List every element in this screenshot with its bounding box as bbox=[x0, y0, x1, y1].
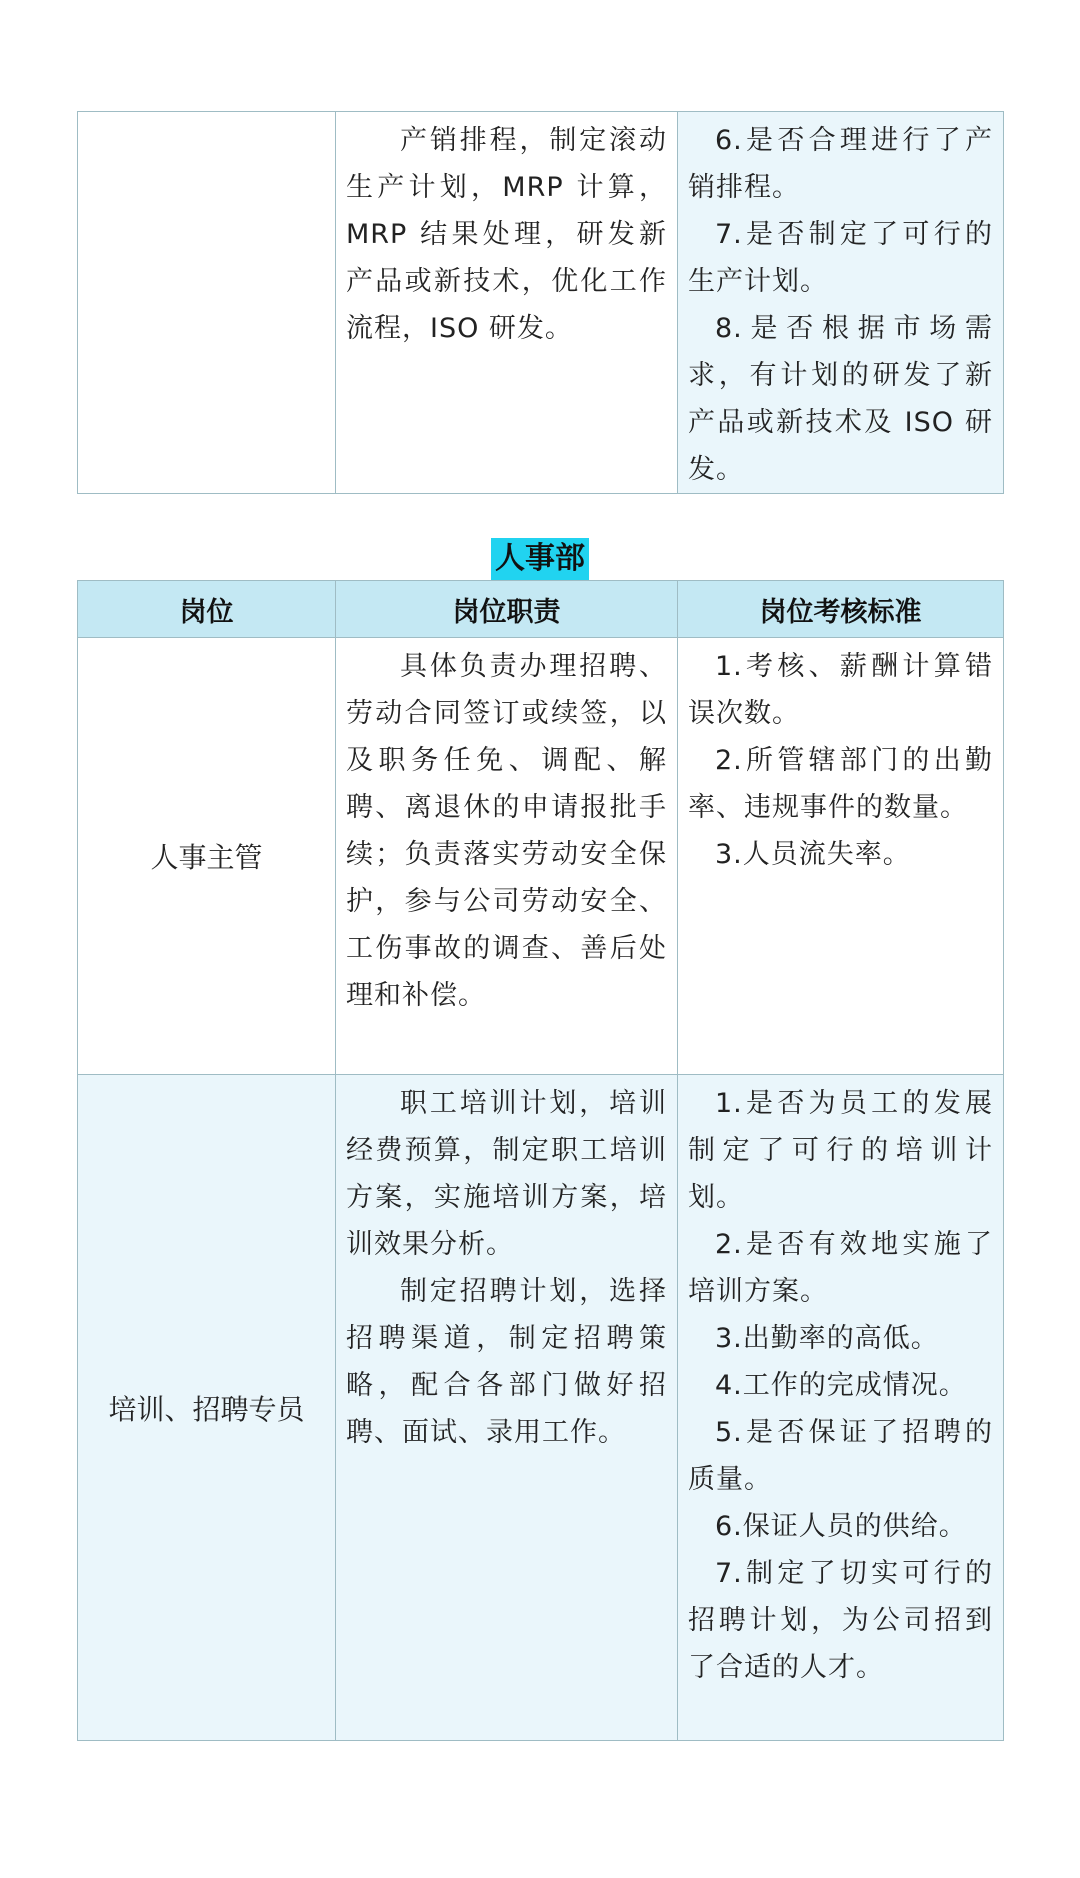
criterion-item: 6.保证人员的供给。 bbox=[715, 1511, 967, 1542]
criterion-item: 6.是否合理进行了产销排程。 bbox=[688, 125, 993, 203]
duty-paragraph: 职工培训计划，培训经费预算，制定职工培训方案，实施培训方案，培训效果分析。 bbox=[346, 1088, 667, 1260]
duties-cell bbox=[336, 1075, 678, 1741]
header-duties: 岗位职责 bbox=[336, 581, 678, 638]
duty-paragraph: 具体负责办理招聘、劳动合同签订或续签，以及职务任免、调配、解聘、离退休的申请报批手续；负责落实劳动安全保护，参与公司劳动安全、工伤事故的调查、善后处理和补偿。 bbox=[346, 651, 667, 1011]
criterion-item: 4.工作的完成情况。 bbox=[715, 1370, 967, 1401]
criterion-item: 7.制定了切实可行的招聘计划，为公司招到了合适的人才。 bbox=[688, 1558, 993, 1683]
header-criteria: 岗位考核标准 bbox=[678, 581, 1004, 638]
section-title-text: 人事部 bbox=[491, 538, 589, 580]
criterion-item: 1.是否为员工的发展制定了可行的培训计划。 bbox=[688, 1088, 993, 1213]
post-cell-empty bbox=[78, 112, 336, 494]
table-row bbox=[78, 638, 1004, 1075]
criterion-item: 2.是否有效地实施了培训方案。 bbox=[688, 1229, 993, 1307]
criterion-item: 1.考核、薪酬计算错误次数。 bbox=[688, 651, 993, 729]
criterion-item: 8.是否根据市场需求，有计划的研发了新产品或新技术及 ISO 研发。 bbox=[688, 313, 993, 485]
duty-paragraph: 制定招聘计划，选择招聘渠道，制定招聘策略，配合各部门做好招聘、面试、录用工作。 bbox=[346, 1276, 667, 1448]
criterion-item: 7.是否制定了可行的生产计划。 bbox=[688, 219, 993, 297]
criteria-cell bbox=[678, 112, 1004, 494]
duties-cell bbox=[336, 112, 678, 494]
table-row bbox=[78, 112, 1004, 494]
post-name: 人事主管 bbox=[78, 638, 336, 1075]
criteria-cell bbox=[678, 1075, 1004, 1741]
criterion-item: 3.出勤率的高低。 bbox=[715, 1323, 939, 1354]
post-name: 培训、招聘专员 bbox=[78, 1075, 336, 1741]
header-post: 岗位 bbox=[78, 581, 336, 638]
continued-table bbox=[77, 111, 1004, 494]
table-header-row bbox=[78, 581, 1004, 638]
criterion-item: 5.是否保证了招聘的质量。 bbox=[688, 1417, 993, 1495]
criterion-item: 3.人员流失率。 bbox=[715, 839, 911, 870]
hr-table bbox=[77, 580, 1004, 1741]
duty-paragraph: 产销排程，制定滚动生产计划，MRP 计算，MRP 结果处理，研发新产品或新技术，优化工作流程，ISO 研发。 bbox=[346, 125, 667, 344]
section-title bbox=[0, 538, 1080, 582]
duties-cell bbox=[336, 638, 678, 1075]
criterion-item: 2.所管辖部门的出勤率、违规事件的数量。 bbox=[688, 745, 993, 823]
criteria-cell bbox=[678, 638, 1004, 1075]
table-row bbox=[78, 1075, 1004, 1741]
